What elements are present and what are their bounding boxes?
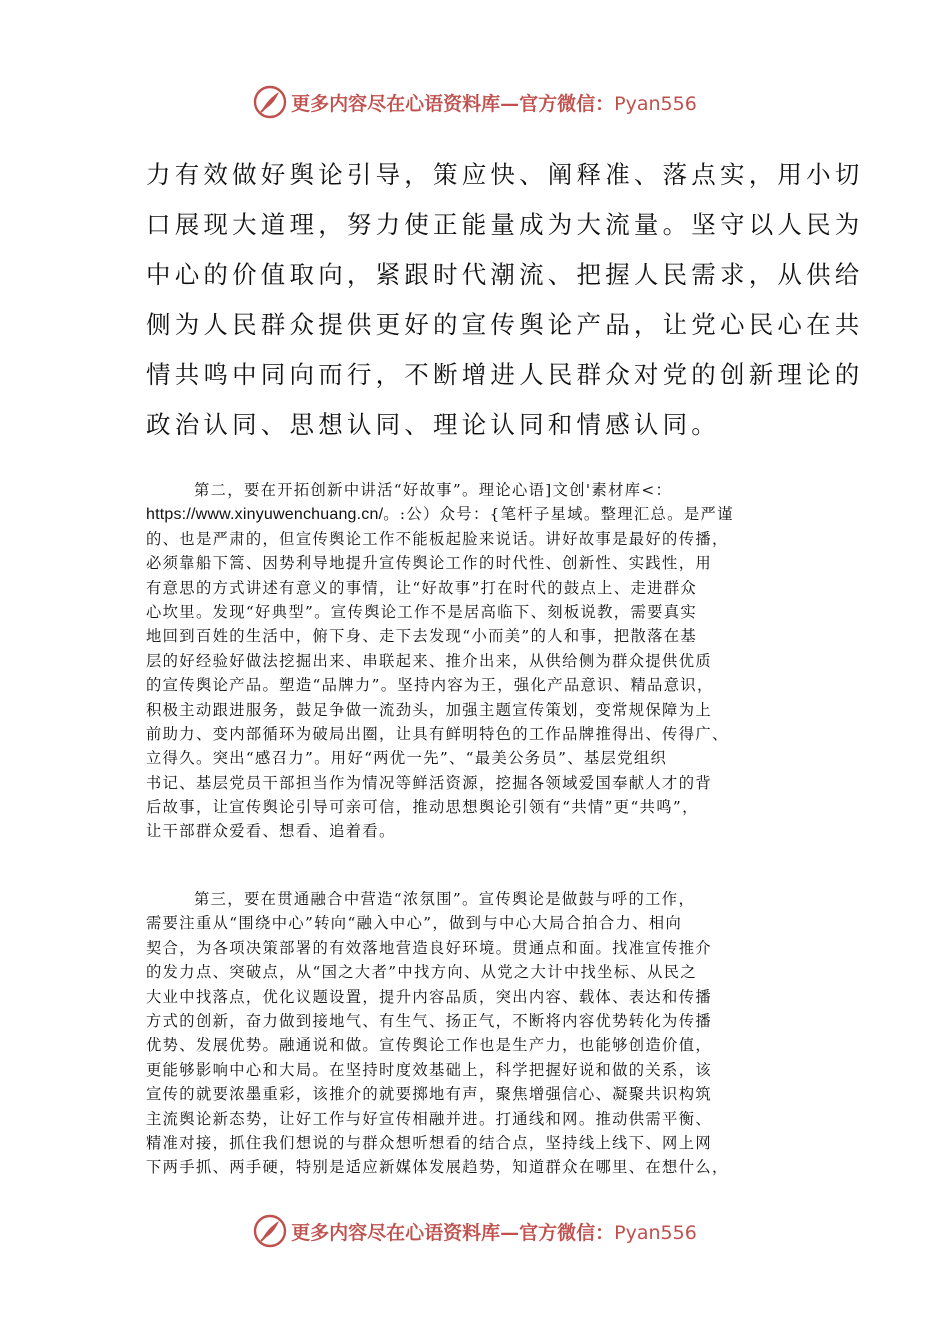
intro-line: 情共鸣中同向而行，不断增进人民群众对党的创新理论的 bbox=[146, 360, 864, 389]
section-two-url-line bbox=[146, 502, 814, 526]
section-three-line: 契合，为各项决策部署的有效落地营造良好环境。贯通点和面。找准宣传推介 bbox=[146, 938, 712, 957]
header-wechat-id: Pyan556 bbox=[614, 92, 697, 115]
section-three-first-line: 第三，要在贯通融合中营造“浓氛围”。宣传舆论是做鼓与呼的工作， bbox=[194, 890, 696, 908]
section-two-first-line: 第二，要在开拓创新中讲活“好故事”。理论心语]文创'素材库<： bbox=[194, 481, 673, 499]
section-two-line: 立得久。突出“感召力”。用好“两优一先”、“最美公务员”、基层党组织 bbox=[146, 749, 668, 768]
intro-line: 政治认同、思想认同、理论认同和情感认同。 bbox=[146, 410, 720, 439]
section-three-line: 下两手抓、两手硬，特别是适应新媒体发展趋势，知道群众在哪里、在想什么， bbox=[146, 1158, 729, 1177]
section-two-line: 书记、基层党员干部担当作为情况等鲜活资源，挖掘各领域爱国奉献人才的背 bbox=[146, 773, 712, 792]
section-three-line: 主流舆论新态势，让好工作与好宣传相融并进。打通线和网。推动供需平衡、 bbox=[146, 1109, 712, 1128]
section-three-line: 优势、发展优势。融通说和做。宣传舆论工作也是生产力，也能够创造价值， bbox=[146, 1036, 712, 1055]
section-three-line: 更能够影响中心和大局。在坚持时度效基础上，科学把握好说和做的关系，该 bbox=[146, 1060, 712, 1079]
intro-line: 口展现大道理，努力使正能量成为大流量。坚守以人民为 bbox=[146, 210, 864, 239]
header-banner bbox=[0, 82, 950, 122]
section-two-line: 必须靠船下篙、因势利导地提升宣传舆论工作的时代性、创新性、实践性，用 bbox=[146, 554, 712, 573]
section-three-line: 需要注重从“围绕中心”转向“融入中心”，做到与中心大局合拍合力、相向 bbox=[146, 914, 683, 933]
section-two-line: 心坎里。发现“好典型”。宣传舆论工作不是居高临下、刻板说教，需要真实 bbox=[146, 602, 698, 621]
section-two-line: 积极主动跟进服务，鼓足争做一流劲头，加强主题宣传策划，变常规保障为上 bbox=[146, 700, 712, 719]
intro-line: 中心的价值取向，紧跟时代潮流、把握人民需求，从供给 bbox=[146, 260, 864, 289]
section-two-line: 后故事，让宣传舆论引导可亲可信，推动思想舆论引领有“共情”更“共鸣”， bbox=[146, 798, 699, 817]
section-three-line: 的发力点、突破点，从“国之大者”中找方向、从党之大计中找坐标、从民之 bbox=[146, 963, 698, 982]
intro-paragraph bbox=[146, 150, 864, 450]
intro-line: 力有效做好舆论引导，策应快、阐释准、落点实，用小切 bbox=[146, 160, 864, 189]
section-two-paragraph bbox=[146, 478, 814, 844]
section-two-line: 有意思的方式讲述有意义的事情，让“好故事”打在时代的鼓点上、走进群众 bbox=[146, 578, 698, 597]
quill-seal-icon bbox=[253, 85, 287, 119]
section-three-line: 宣传的就要浓墨重彩，该推介的就要掷地有声，聚焦增强信心、凝聚共识构筑 bbox=[146, 1085, 712, 1104]
quill-seal-icon bbox=[253, 1214, 287, 1248]
section-three-paragraph bbox=[146, 887, 814, 1180]
section-three-line: 精准对接，抓住我们想说的与群众想听想看的结合点，坚持线上线下、网上网 bbox=[146, 1133, 712, 1152]
section-two-line: 的、也是严肃的，但宣传舆论工作不能板起脸来说话。讲好故事是最好的传播， bbox=[146, 529, 729, 548]
footer-banner bbox=[0, 1211, 950, 1251]
intro-line: 侧为人民群众提供更好的宣传舆论产品，让党心民心在共 bbox=[146, 310, 864, 339]
section-two-url-tail: 。:公）众号：{笔杆子星域。整理汇总。是严谨 bbox=[383, 505, 734, 524]
section-two-line: 的宣传舆论产品。塑造“品牌力”。坚持内容为王，强化产品意识、精品意识， bbox=[146, 676, 714, 695]
header-banner-text: 更多内容尽在心语资料库—官方微信：Pyan556 bbox=[291, 92, 697, 115]
section-two-line: 地回到百姓的生活中，俯下身、走下去发现“小而美”的人和事，把散落在基 bbox=[146, 627, 698, 646]
footer-wechat-id: Pyan556 bbox=[614, 1221, 697, 1244]
source-url-link[interactable]: https://www.xinyuwenchuang.cn/ bbox=[146, 506, 384, 524]
section-three-line: 大业中找落点，优化议题设置，提升内容品质，突出内容、载体、表达和传播 bbox=[146, 987, 712, 1006]
footer-banner-text: 更多内容尽在心语资料库—官方微信：Pyan556 bbox=[291, 1221, 697, 1244]
section-two-line: 层的好经验好做法挖掘出来、串联起来、推介出来，从供给侧为群众提供优质 bbox=[146, 651, 712, 670]
section-two-line: 让干部群众爱看、想看、追着看。 bbox=[146, 822, 396, 841]
section-two-line: 前助力、变内部循环为破局出圈，让具有鲜明特色的工作品牌推得出、传得广、 bbox=[146, 724, 729, 743]
section-three-line: 方式的创新，奋力做到接地气、有生气、扬正气，不断将内容优势转化为传播 bbox=[146, 1011, 712, 1030]
